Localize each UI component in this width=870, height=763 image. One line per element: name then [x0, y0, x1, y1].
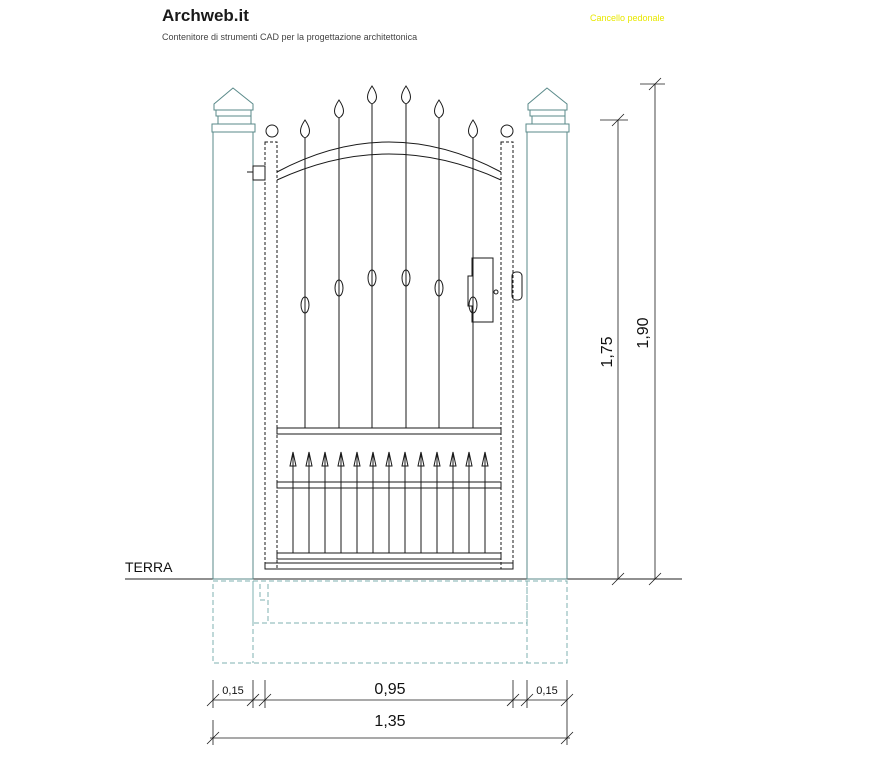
dim-height-gate: 1,75 [599, 336, 616, 368]
brand-tagline: Contenitore di strumenti CAD per la progettazione architettonica [162, 32, 418, 42]
dim-height-total: 1,90 [635, 317, 652, 349]
gate-frame [247, 125, 522, 569]
pillar-left [212, 88, 255, 579]
ground-label: TERRA [125, 559, 173, 575]
upper-spears [301, 86, 478, 428]
dim-width-pillar-left: 0,15 [222, 685, 244, 697]
dim-width-total: 1,35 [374, 713, 406, 730]
dim-width-gate: 0,95 [374, 681, 406, 698]
pillar-right [526, 88, 569, 579]
brand-logo: Archweb.it [162, 6, 249, 25]
lower-pickets [290, 452, 488, 553]
foundation [213, 581, 567, 663]
dim-width-pillar-right: 0,15 [536, 685, 558, 697]
dim-vertical [600, 78, 665, 585]
drawing-subject: Cancello pedonale [590, 13, 665, 23]
